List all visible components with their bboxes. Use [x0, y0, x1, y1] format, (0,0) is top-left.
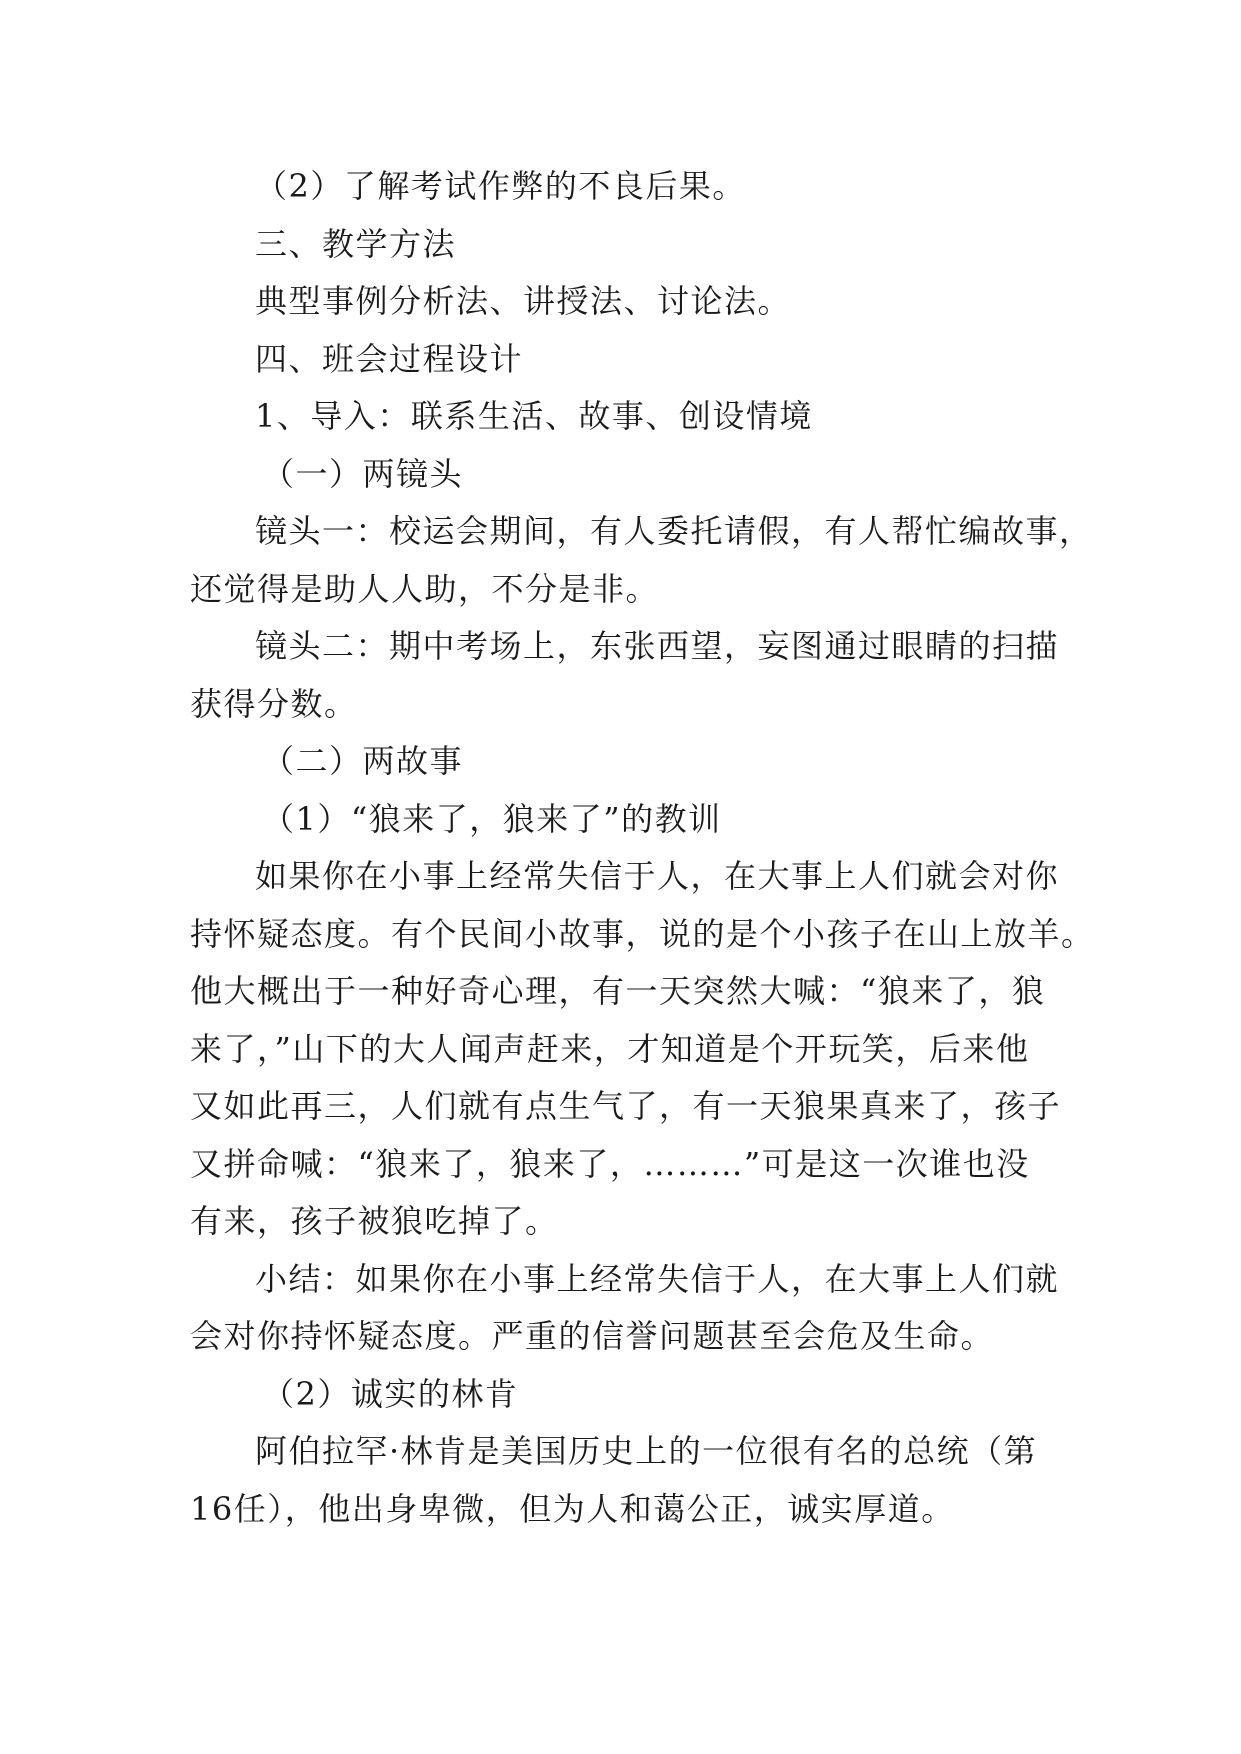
scene-2-line-1: 镜头二：期中考场上，东张西望，妄图通过眼睛的扫描 — [255, 627, 1060, 665]
scene-1-line-2: 还觉得是助人人助，不分是非。 — [190, 569, 660, 608]
story-1-line-7: 有来，孩子被狼吃掉了。 — [190, 1202, 559, 1240]
objective-2: （2）了解考试作弊的不良后果。 — [255, 167, 746, 205]
story-1-title: （1）“狼来了，狼来了”的教训 — [262, 799, 722, 838]
story-1-line-3: 他大概出于一种好奇心理，有一天突然大喊：“狼来了，狼 — [190, 972, 1046, 1010]
step-1-intro: 1、导入：联系生活、故事、创设情境 — [255, 397, 813, 435]
story-2-line-1: 阿伯拉罕·林肯是美国历史上的一位很有名的总统（第 — [255, 1432, 1038, 1470]
story-1-line-4: 来了，”山下的大人闻声赶来，才知道是个开玩笑，后来他 — [190, 1029, 1030, 1068]
scene-2-line-2: 获得分数。 — [190, 684, 358, 723]
summary-line-2: 会对你持怀疑态度。严重的信誉问题甚至会危及生命。 — [190, 1317, 995, 1355]
scene-1-line-1: 镜头一：校运会期间，有人委托请假，有人帮忙编故事， — [255, 512, 1093, 550]
story-2-title: （2）诚实的林肯 — [262, 1374, 519, 1413]
story-2-line-2: 16任），他出身卑微，但为人和蔼公正，诚实厚道。 — [190, 1489, 955, 1528]
subheading-two-stories: （二）两故事 — [262, 742, 464, 780]
section-heading-teaching-methods: 三、教学方法 — [255, 224, 457, 263]
document-body — [190, 158, 1095, 1538]
teaching-methods-text: 典型事例分析法、讲授法、讨论法。 — [255, 282, 792, 320]
summary-line-1: 小结：如果你在小事上经常失信于人，在大事上人们就 — [255, 1259, 1060, 1298]
story-1-line-1: 如果你在小事上经常失信于人，在大事上人们就会对你 — [255, 857, 1060, 895]
story-1-line-2: 持怀疑态度。有个民间小故事，说的是个小孩子在山上放羊。 — [190, 914, 1095, 953]
story-1-line-6: 又拼命喊：“狼来了，狼来了，………”可是这一次谁也没 — [190, 1144, 1030, 1183]
story-1-line-5: 又如此再三，人们就有点生气了，有一天狼果真来了，孩子 — [190, 1087, 1062, 1125]
subheading-two-scenes: （一）两镜头 — [262, 454, 464, 493]
section-heading-process-design: 四、班会过程设计 — [255, 339, 524, 378]
